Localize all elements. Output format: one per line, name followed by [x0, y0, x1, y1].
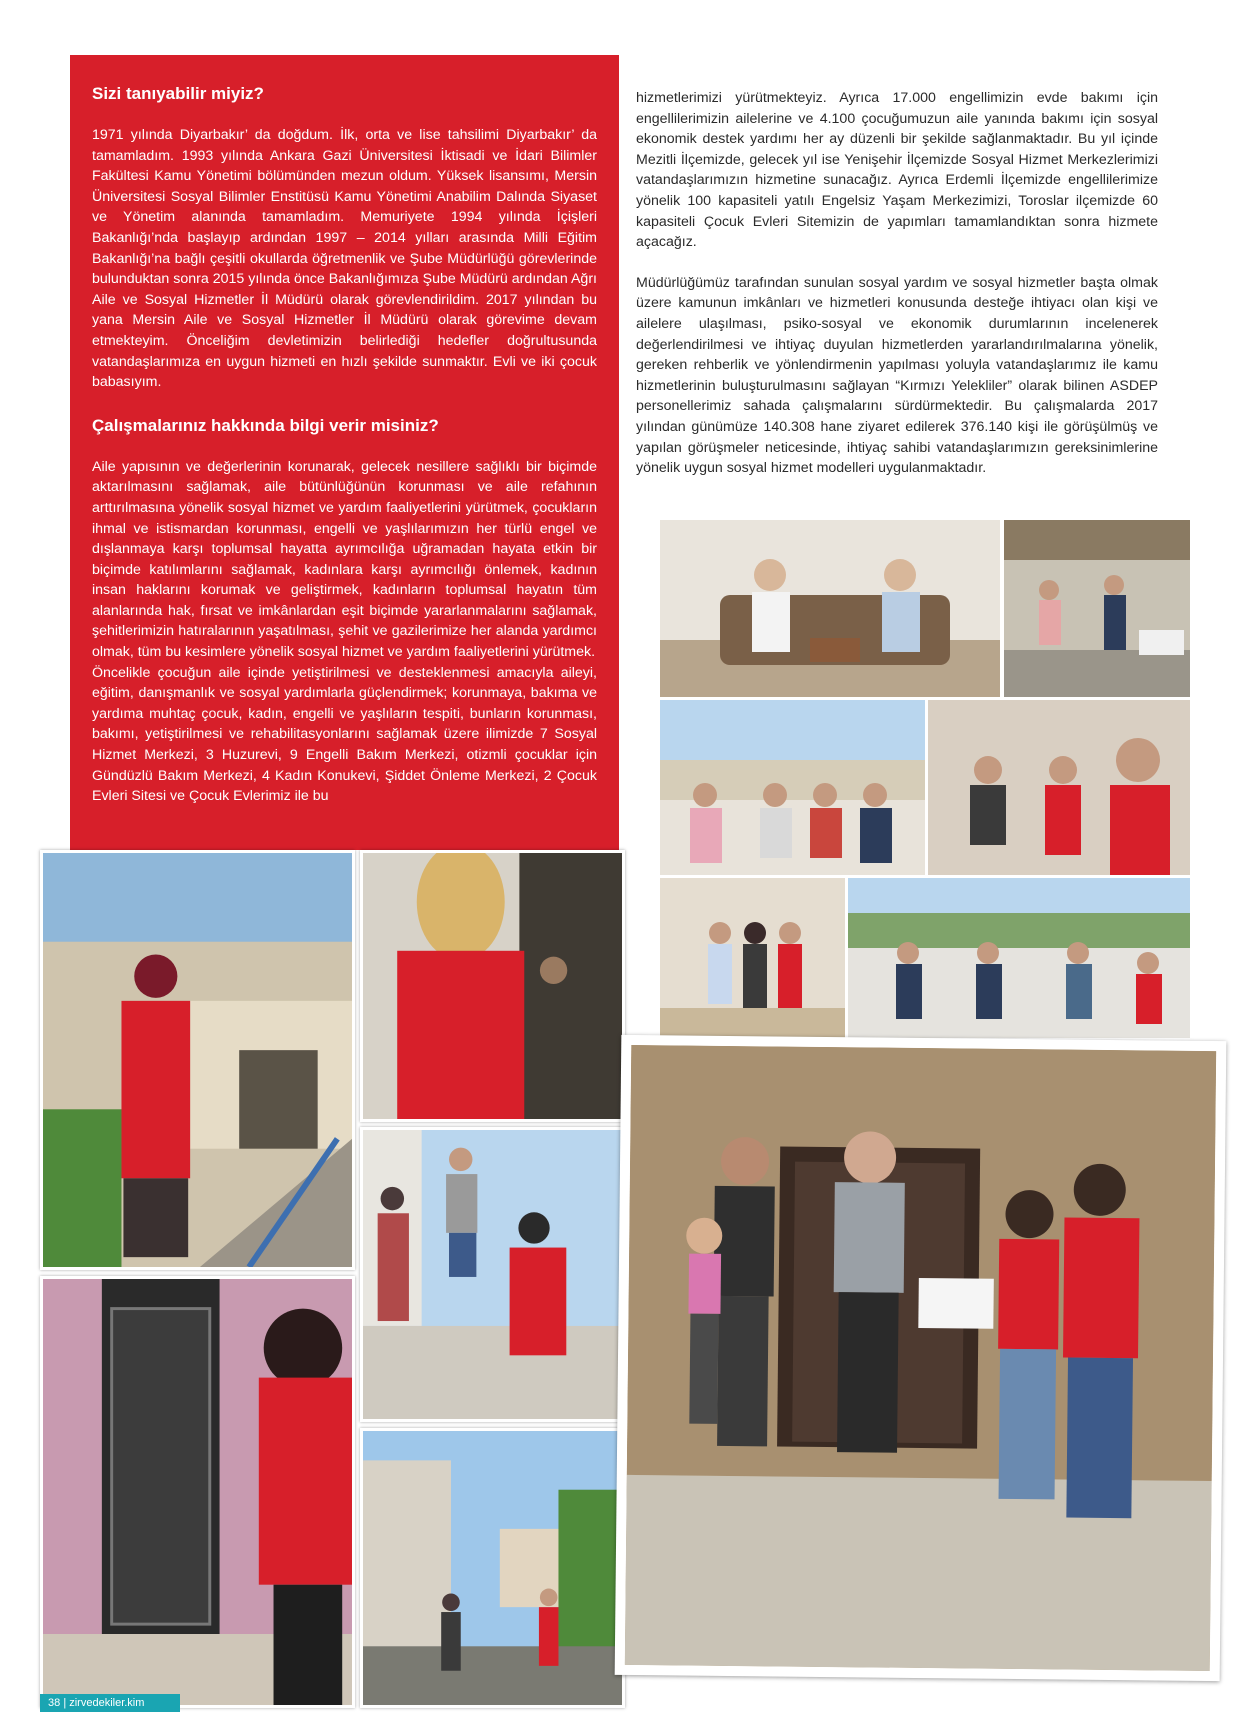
page-footer	[40, 1694, 180, 1712]
page-number: 38	[48, 1697, 61, 1709]
photo-elderly-couple-visit	[615, 1035, 1227, 1681]
interview-red-box	[70, 55, 619, 850]
photo-street-visit	[360, 1428, 625, 1708]
right-text-column	[636, 88, 1158, 499]
right-paragraph-2: Müdürlüğümüz tarafından sunulan sosyal yardım ve sosyal hizmetler başta olmak üzere kamunun imkânları ve hizmetleri konusunda desteğe ihtiyacı olan kişi ve ailelere ulaşılması, psiko-sosyal ve ekonomik durumlarının incelenerek değerlendirilmesi ve ihtiyaç duyulan hizmetlerden yararlandırılmalarına yönelik, gereken rehberlik ve yönlendirmenin yapılması yoluyla vatandaşlarımız ile kamu hizmetlerinin buluşturulmasını sağlayan “Kırmızı Yelekliler” olarak bilinen ASDEP personellerimiz sahada çalışmalarını sürdürmektedir. Bu çalışmalarda 2017 yılından günümüze 140.308 hane ziyaret edilerek 376.140 kişi ile görüşülmüş ve yapılan görüşmeler neticesinde, ihtiyaç sahibi vatandaşlarımızın gereksinimlerine yönelik uygun sosyal hizmet modelleri uygulanmaktadır.	[636, 274, 1158, 477]
photo-living-room-visit	[660, 520, 1000, 697]
photo-family-selfie	[928, 700, 1190, 875]
answer-paragraph-3: Öncelikle çocuğun aile içinde yetiştirilmesi ve desteklenmesi amacıyla aileyi, eğitim, danışmanlık ve sosyal yardımlarla güçlendirmek; korunmaya, bakıma ve yardıma muhtaç çocuk, kadın, engelli ve yaşlıların tespiti, bunların korunması, bakımı, yetiştirilmesi ve rehabilitasyonlarını sağlamak üzere ilimizde 7 Sosyal Hizmet Merkezi, 3 Huzurevi, 9 Engelli Bakım Merkezi, otizmli çocuklar için Gündüzlü Bakım Merkezi, 4 Kadın Konukevi, Şiddet Önleme Merkezi, 2 Çocuk Evleri Sitesi ve Çocuk Evlerimiz ile bu	[92, 664, 597, 805]
answer-paragraph-1: 1971 yılında Diyarbakır’ da doğdum. İlk, orta ve lise tahsilimi Diyarbakır’ da tamamladım. 1993 yılında Ankara Gazi Üniversitesi İktisadi ve İdari Bilimler Fakültesi Kamu Yönetimi bölümünden mezun oldum. Yüksek lisansımı, Mersin Üniversitesi Sosyal Bilimler Enstitüsü Kamu Yönetimi Anabilim Dalında Siyaset ve Yönetim alanında tamamladım. Memuriyete 1994 yılında İçişleri Bakanlığı’nda başlayıp ardından 1997 – 2014 yılları arasında Milli Eğitim Bakanlığı’na bağlı çeşitli okullarda öğretmenlik ve Şube Müdürlüğü görevlerinde bulunduktan sonra 2015 yılında önce Bakanlığımıza Şube Müdürü ardından Ağrı Aile ve Sosyal Hizmetler İl Müdürü olarak görevlendirildim. 2017 yılından bu yana Mersin Aile ve Sosyal Hizmetler İl Müdürü olarak görevime devam etmekteyim. Önceliğim devletimizin belirlediği hedefler doğrultusunda vatandaşlarımıza en uygun hizmeti en hızlı şekilde sunmaktır. Evli ve iki çocuk babasıyım.	[92, 127, 597, 391]
site-name: zirvedekiler.kim	[69, 1697, 145, 1709]
photo-staff-outdoor-delivery	[360, 1127, 625, 1422]
photo-indoor-family	[660, 878, 845, 1038]
photo-terrace-meeting	[848, 878, 1190, 1038]
photo-outdoor-veterans	[1004, 520, 1190, 697]
right-paragraph-1: hizmetlerimizi yürütmekteyiz. Ayrıca 17.000 engellimizin evde bakımı için engellilerimizin ailelerine ve 4.100 çocuğumuzun aile yanında bakımı için sosyal ekonomik destek yardımı her ay düzenli bir şekilde sağlanmaktadır. Bu yıl içinde Mezitli İlçemizde, gelecek yıl ise Yenişehir İlçemizde Sosyal Hizmet Merkezlerimizi vatandaşlarımızın hizmetine sunacağız. Ayrıca Erdemli İlçemizde engellilerimize yönelik 100 kapasiteli yatılı Engelsiz Yaşam Merkezimizi, Toroslar ilçemizde 60 kapasiteli Çocuk Evleri Sitemizin de yapımları tamamlandıktan sonra hizmete açacağız.	[636, 90, 1158, 251]
question-heading-1: Sizi tanıyabilir miyiz?	[92, 84, 264, 103]
photo-balcony-visit	[660, 700, 925, 875]
photo-staff-at-door	[40, 1276, 355, 1708]
photo-staff-at-stairs	[40, 850, 355, 1270]
photo-staff-at-doorway	[360, 850, 625, 1122]
answer-paragraph-2: Aile yapısının ve değerlerinin korunarak, gelecek nesillere sağlıklı bir biçimde aktarılmasını sağlamak, aile bütünlüğünün korunması ve aile refahının arttırılmasına yönelik sosyal hizmet ve yardım faaliyetlerini yürütmek, çocukların ihmal ve istismardan korunması, engelli ve yaşlılarımızın her türlü engel ve dışlanmaya karşı toplumsal hayatta ayrımcılığa uğramadan hayata etkin bir biçimde katılımlarını sağlamak, kadınlara karşı ayrımcılığı önlemek, kadının insan haklarını korumak ve geliştirmek, kadınların toplumsal hayatın tüm alanlarında hak, fırsat ve imkânlardan eşit biçimde yararlanmalarını sağlamak, şehitlerimizin hatıralarının yaşatılması, şehit ve gazilerimize her alanda yardımcı olmak, tüm bu kesimlere yönelik sosyal hizmet ve yardım faaliyetlerini yürütmek.	[92, 458, 597, 661]
footer-separator: |	[63, 1697, 67, 1709]
question-heading-2: Çalışmalarınız hakkında bilgi verir misiniz?	[92, 415, 439, 435]
